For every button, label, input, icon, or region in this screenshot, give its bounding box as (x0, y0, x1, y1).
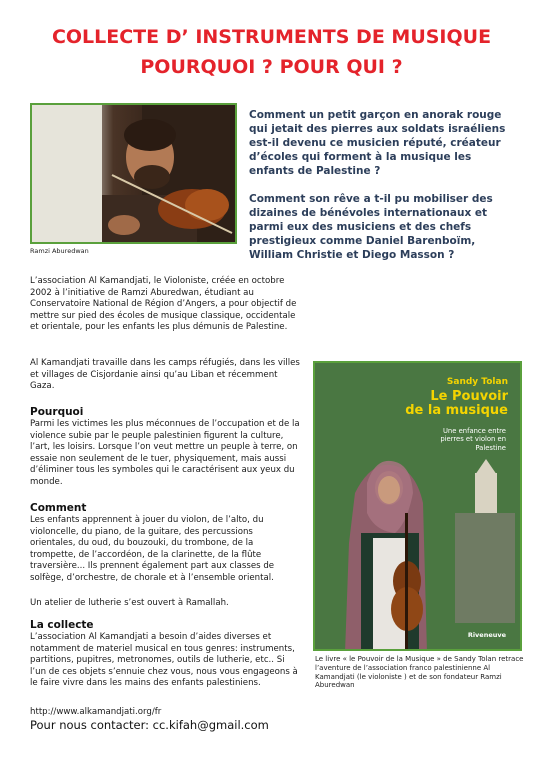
collecte-section (30, 632, 300, 690)
body-paragraph-1: L’association Al Kamandjati, le Violoniste, créée en octobre 2002 à l’initiative de Ramzi Aburedwan, étudiant au Conservatoire National de Région d’Angers, a pour objectif de mettre sur pied des écoles de musique classique, occidentale et orientale, pour les enfants les plus démunis de Palestine. (30, 276, 297, 333)
book-author: Sandy Tolan (446, 377, 508, 387)
book-publisher: Riveneuve (467, 631, 506, 639)
title-line-1: COLLECTE D’ INSTRUMENTS DE MUSIQUE (51, 26, 492, 48)
violinist-illustration (32, 105, 237, 244)
title-line-2: POURQUOI ? POUR QUI ? (140, 56, 403, 78)
photo-caption: Ramzi Aburedwan (30, 247, 89, 255)
comment-section (30, 515, 300, 585)
book-title (405, 390, 508, 418)
book-cover (313, 361, 522, 651)
page-title (0, 24, 543, 80)
comment-heading: Comment (30, 502, 87, 514)
pourquoi-section (30, 419, 300, 489)
pourquoi-text: Parmi les victimes les plus méconnues de l’occupation et de la violence subie par le peuple palestinien figurent la culture, l’art, les loisirs. Lorsque l’on veut mettre un peuple à terre, on essaie non seulement de le tuer, physiquement, mais aussi d’éliminer tous les symboles qui le caractérisent aux yeux du monde. (30, 419, 300, 487)
book-title-line-2: de la musique (405, 403, 508, 418)
contact-line[interactable]: Pour nous contacter: cc.kifah@gmail.com (30, 718, 269, 732)
book-caption: Le livre « le Pouvoir de la Musique » de Sandy Tolan retrace l’aventure de l’association franco palestinienne Al Kamandjati (le violoniste ) et de son fondateur Ramzi Aburedwan (315, 655, 524, 690)
association-paragraph (30, 276, 300, 334)
intro-paragraph-1: Comment un petit garçon en anorak rouge qui jetait des pierres aux soldats israéliens est-il devenu ce musicien réputé, créateur d’écoles qui forment à la musique les enfants de Palestine ? (249, 109, 506, 177)
intro-questions (249, 108, 517, 276)
book-subtitle: Une enfance entre pierres et violon en Palestine (440, 427, 506, 452)
camps-paragraph (30, 358, 300, 393)
book-title-line-1: Le Pouvoir (430, 389, 508, 404)
comment-text: Les enfants apprennent à jouer du violon, de l’alto, du violoncelle, du piano, de la guitare, des percussions orientales, du oud, du bouzouki, du trombone, de la trompette, de l’accordéon, de la clarinette, de la flûte traversière... Ils prennent également part aux classes de solfège, d’orchestre, de chorale et à l’ensemble oriental. (30, 515, 275, 583)
violinist-photo (30, 103, 237, 244)
atelier-line (30, 598, 300, 610)
intro-paragraph-2: Comment son rêve a t-il pu mobiliser des dizaines de bénévoles internationaux et parmi eux des musiciens et des chefs prestigieux comme Daniel Barenboïm, William Christie et Diego Masson ? (249, 193, 493, 261)
collecte-heading: La collecte (30, 619, 94, 631)
pourquoi-heading: Pourquoi (30, 406, 84, 418)
collecte-text: L’association Al Kamandjati a besoin d’aides diverses et notamment de materiel musical en tous genres: instruments, partitions, pupitres, metronomes, outils de lutherie, etc.. Si l’un de ces objets s’ennuie chez vous, nous vous engageons à le faire vivre dans les mains des enfants palestiniens. (30, 632, 298, 689)
atelier-text: Un atelier de lutherie s’est ouvert à Ramallah. (30, 598, 229, 608)
website-link[interactable]: http://www.alkamandjati.org/fr (30, 707, 162, 717)
body-paragraph-2: Al Kamandjati travaille dans les camps réfugiés, dans les villes et villages de Cisjordanie ainsi qu’au Liban et récemment Gaza. (30, 358, 300, 392)
